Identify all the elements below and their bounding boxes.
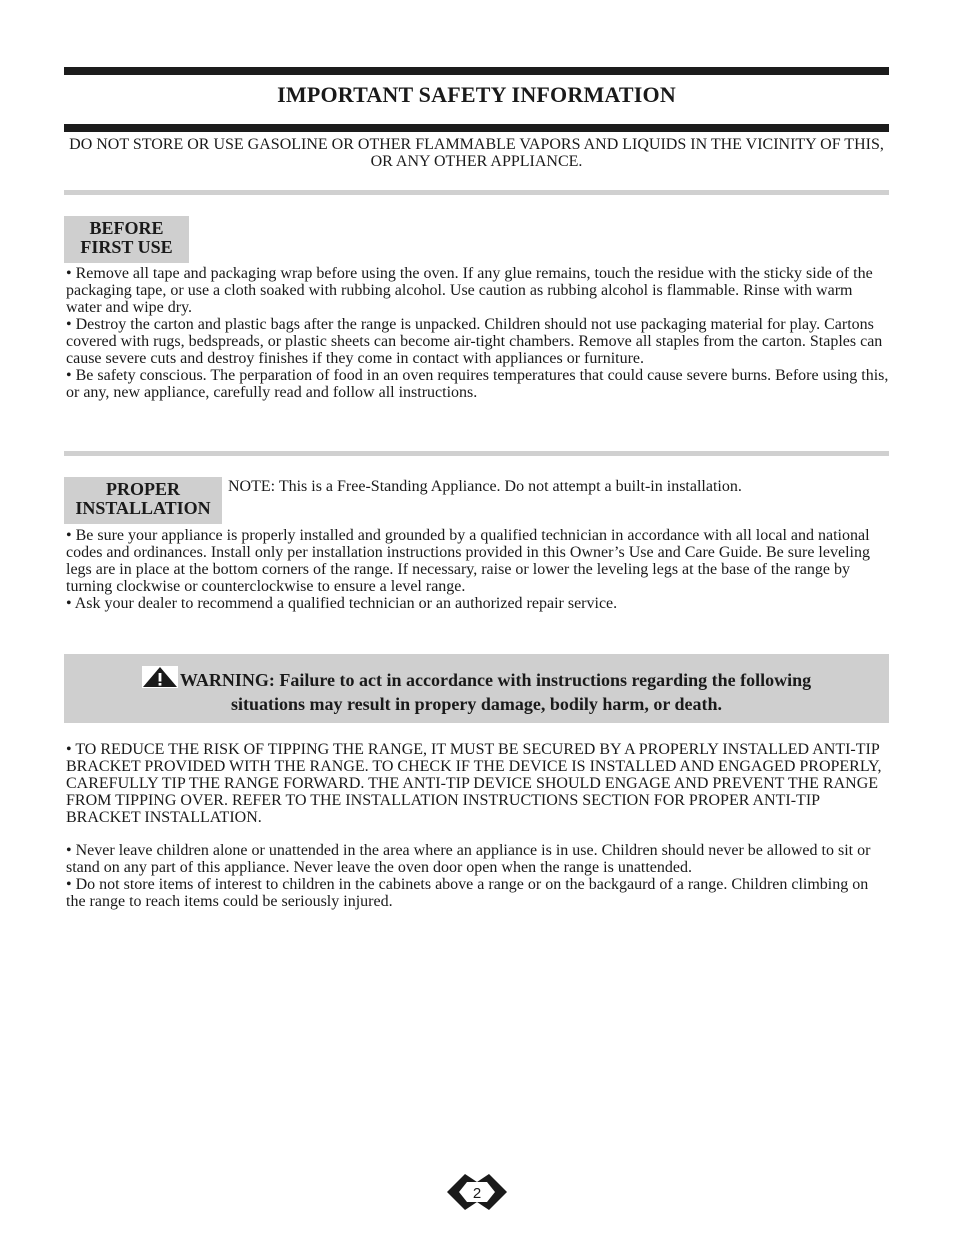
section-divider-2 <box>64 451 889 456</box>
children-safety-text <box>66 842 890 910</box>
before-first-use-label-line1: BEFORE <box>89 218 164 238</box>
page-number: 2 <box>472 1185 482 1202</box>
before-first-use-text <box>66 265 890 401</box>
before-first-use-label <box>64 216 189 263</box>
anti-tip-text <box>66 741 890 826</box>
title-underline-rule <box>64 124 889 132</box>
page-title: IMPORTANT SAFETY INFORMATION <box>277 82 676 107</box>
warning-line-1 <box>64 666 889 692</box>
list-item: • TO REDUCE THE RISK OF TIPPING THE RANGE, IT MUST BE SECURED BY A PROPERLY INSTALLED ANTI-TIP BRACKET PROVIDED WITH THE RANGE. TO CHECK IF THE DEVICE IS INSTALLED AND ENGAGED PROPERLY, CAREFULLY TIP THE RANGE FORWARD. THE ANTI-TIP DEVICE SHOULD ENGAGE AND PREVENT THE RANGE FROM TIPPING OVER. REFER TO THE INSTALLATION INSTRUCTIONS SECTION FOR PROPER ANTI-TIP BRACKET INSTALLATION. <box>66 741 882 826</box>
flammable-notice: DO NOT STORE OR USE GASOLINE OR OTHER FLAMMABLE VAPORS AND LIQUIDS IN THE VICINITY OF THIS, OR ANY OTHER APPLIANCE. <box>69 136 884 170</box>
warning-triangle-icon <box>142 666 178 688</box>
before-first-use-label-line2: FIRST USE <box>80 237 173 257</box>
proper-installation-label-line1: PROPER <box>106 479 180 499</box>
list-item: • Destroy the carton and plastic bags after the range is unpacked. Children should not use packaging material for play. Cartons covered with rugs, bedspreads, or plastic sheets can become air-tight chambers. Remove all staples from the carton. Staples can cause severe cuts and destroy finishes if they come in contact with appliances or furniture. <box>66 316 883 367</box>
warning-line-2: situations may result in propery damage, bodily harm, or death. <box>230 694 723 714</box>
proper-installation-label <box>64 477 222 524</box>
top-rule <box>64 67 889 75</box>
proper-installation-label-line2: INSTALLATION <box>75 498 211 518</box>
list-item: • Remove all tape and packaging wrap before using the oven. If any glue remains, touch the residue with the sticky side of the packaging tape, or use a cloth soaked with rubbing alcohol. Use caution as rubbing alcohol is flammable. Rinse with warm water and wipe dry. <box>66 265 873 316</box>
free-standing-note: NOTE: This is a Free-Standing Appliance. Do not attempt a built-in installation. <box>228 478 742 495</box>
warning-box <box>64 654 889 723</box>
list-item: • Ask your dealer to recommend a qualified technician or an authorized repair service. <box>66 595 618 612</box>
page-number-badge <box>446 1173 508 1211</box>
section-divider-1 <box>64 190 889 195</box>
list-item: • Be safety conscious. The perparation of food in an oven requires temperatures that could cause severe burns. Before using this, or any, new appliance, carefully read and follow all instructions. <box>66 367 889 401</box>
list-item: • Never leave children alone or unattended in the area where an appliance is in use. Children should never be allowed to sit or stand on any part of this appliance. Never leave the oven door open when the range is unattended. <box>66 842 871 876</box>
proper-installation-text <box>66 527 890 612</box>
warning-line-1-text: WARNING: Failure to act in accordance with instructions regarding the following <box>179 670 812 690</box>
list-item: • Do not store items of interest to children in the cabinets above a range or on the backgaurd of a range. Children climbing on the range to reach items could be seriously injured. <box>66 876 869 910</box>
list-item: • Be sure your appliance is properly installed and grounded by a qualified technician in accordance with all local and national codes and ordinances. Install only per installation instructions provided in this Owner’s Use and Care Guide. Be sure leveling legs are in place at the bottom corners of the range. If necessary, raise or lower the leveling legs at the base of the range by turning clockwise or counterclockwise to ensure a level range. <box>66 527 870 595</box>
